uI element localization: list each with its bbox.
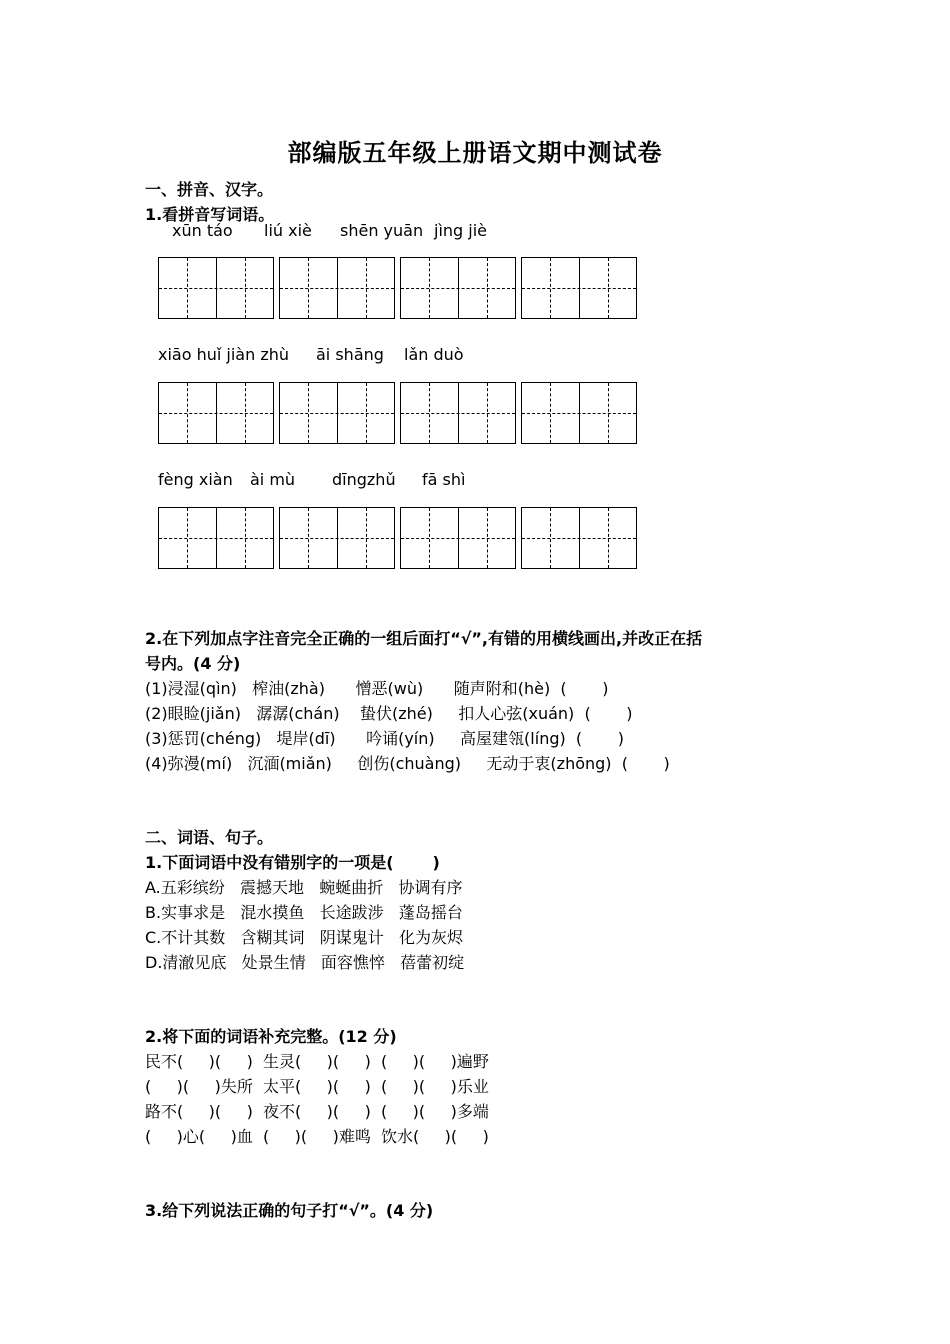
char-box[interactable] xyxy=(158,382,274,444)
pinyin-item: shēn yuān xyxy=(340,221,424,240)
writing-grid-row-1 xyxy=(158,257,638,319)
pinyin-item: xiāo huǐ jiàn zhù xyxy=(158,345,290,364)
char-box[interactable] xyxy=(400,382,516,444)
pinyin-item: ài mù xyxy=(250,470,296,489)
char-box[interactable] xyxy=(521,507,637,569)
q2-item: (3)惩罚(chéng) 堤岸(dī) 吟诵(yín) 高屋建瓴(líng) ( ) xyxy=(145,729,624,748)
fill-line: ( )心( )血 ( )( )难鸣 饮水( )( ) xyxy=(145,1127,489,1146)
section-1-heading: 一、拼音、汉字。 xyxy=(145,180,274,199)
char-box[interactable] xyxy=(400,257,516,319)
s2-q2-heading: 2.将下面的词语补充完整。(12 分) xyxy=(145,1027,397,1046)
fill-line: 民不( )( ) 生灵( )( ) ( )( )遍野 xyxy=(145,1052,489,1071)
q2-item: (1)浸湿(qìn) 榨油(zhà) 憎恶(wù) 随声附和(hè) ( ) xyxy=(145,679,609,698)
char-box[interactable] xyxy=(521,382,637,444)
q2-heading-line1: 2.在下列加点字注音完全正确的一组后面打“√”,有错的用横线画出,并改正在括 xyxy=(145,629,703,648)
pinyin-item: dīngzhǔ xyxy=(332,470,396,489)
choice-option: D.清澈见底 处景生情 面容憔悴 蓓蕾初绽 xyxy=(145,953,465,972)
writing-grid-row-3 xyxy=(158,507,638,569)
section-2-heading: 二、词语、句子。 xyxy=(145,828,274,847)
pinyin-item: āi shāng xyxy=(316,345,384,364)
writing-grid-row-2 xyxy=(158,382,638,444)
page-title: 部编版五年级上册语文期中测试卷 xyxy=(287,139,663,167)
pinyin-item: jìng jiè xyxy=(434,221,488,240)
char-box[interactable] xyxy=(400,507,516,569)
char-box[interactable] xyxy=(279,507,395,569)
pinyin-item: fā shì xyxy=(422,470,466,489)
q2-heading-line2: 号内。(4 分) xyxy=(145,654,241,673)
q2-item: (4)弥漫(mí) 沉湎(miǎn) 创伤(chuàng) 无动于衷(zhōng) ( ) xyxy=(145,754,670,773)
q1-heading: 1.看拼音写词语。 xyxy=(145,205,275,224)
pinyin-item: lǎn duò xyxy=(404,345,464,364)
q2-item: (2)眼睑(jiǎn) 潺潺(chán) 蛰伏(zhé) 扣人心弦(xuán) ( ) xyxy=(145,704,633,723)
choice-option: A.五彩缤纷 震撼天地 蜿蜒曲折 协调有序 xyxy=(145,878,463,897)
char-box[interactable] xyxy=(158,257,274,319)
char-box[interactable] xyxy=(279,382,395,444)
choice-option: B.实事求是 混水摸鱼 长途跋涉 蓬岛摇台 xyxy=(145,903,463,922)
pinyin-item: liú xiè xyxy=(264,221,312,240)
fill-line: ( )( )失所 太平( )( ) ( )( )乐业 xyxy=(145,1077,489,1096)
s2-q1-heading: 1.下面词语中没有错别字的一项是( ) xyxy=(145,853,440,872)
pinyin-item: fèng xiàn xyxy=(158,470,233,489)
char-box[interactable] xyxy=(158,507,274,569)
choice-option: C.不计其数 含糊其词 阴谋鬼计 化为灰烬 xyxy=(145,928,464,947)
s2-q3-heading: 3.给下列说法正确的句子打“√”。(4 分) xyxy=(145,1201,434,1220)
char-box[interactable] xyxy=(521,257,637,319)
pinyin-item: xūn táo xyxy=(172,221,233,240)
char-box[interactable] xyxy=(279,257,395,319)
fill-line: 路不( )( ) 夜不( )( ) ( )( )多端 xyxy=(145,1102,489,1121)
